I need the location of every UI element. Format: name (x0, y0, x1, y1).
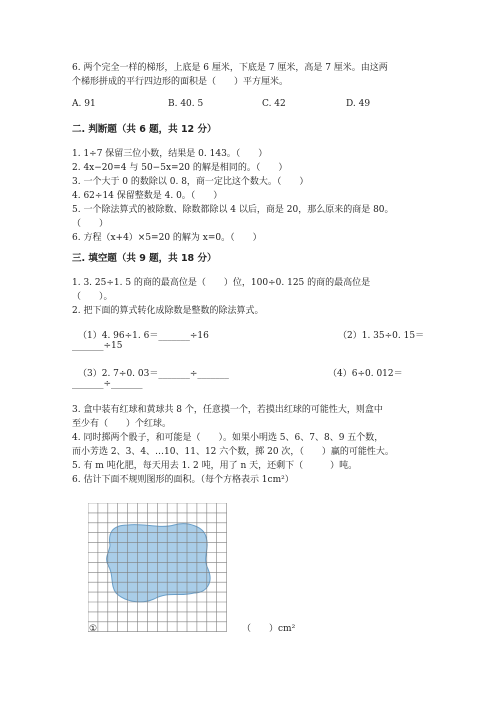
calc-2-cont: _______÷15 (72, 341, 123, 351)
option-c: C. 42 (262, 99, 286, 109)
q6-line-1: 6. 两个完全一样的梯形，上底是 6 厘米，下底是 7 厘米，高是 7 厘米。由这两 (72, 63, 388, 73)
fill-q4-line-2: 而小芳选 2、3、4、…10、11、12 六个数，掷 20 次，（ ）赢的可能性大。 (72, 447, 394, 457)
calc-1: （1）4. 96÷1. 6＝_______÷16 (78, 331, 209, 341)
figure-marker: ① (89, 624, 98, 634)
tf-item-4: 4. 62÷14 保留整数是 4. 0。（ ） (72, 191, 223, 201)
fill-q3-line-1: 3. 盒中装有红球和黄球共 8 个，任意摸一个，若摸出红球的可能性大，则盒中 (72, 405, 383, 415)
option-b: B. 40. 5 (168, 99, 204, 109)
option-a: A. 91 (72, 99, 96, 109)
fill-q4-line-1: 4. 同时掷两个骰子，和可能是（ ）。如果小明选 5、6、7、8、9 五个数， (72, 433, 384, 443)
fill-q6: 6. 估计下面不规则图形的面积。（每个方格表示 1cm²） (72, 475, 294, 485)
tf-item-5: 5. 一个除法算式的被除数、除数都除以 4 以后，商是 20，那么原来的商是 80。 (72, 205, 394, 215)
option-d: D. 49 (346, 99, 371, 109)
q6-line-2: 个梯形拼成的平行四边形的面积是（ ）平方厘米。 (72, 77, 289, 87)
tf-item-2: 2. 4x−20=4 与 50−5x=20 的解是相同的。（ ） (72, 163, 288, 173)
fill-q3-line-2: 至少有（ ）个红球。 (72, 419, 172, 429)
calc-3: （3）2. 7÷0. 03＝_______÷_______ (78, 369, 229, 379)
fill-q5: 5. 有 m 吨化肥，每天用去 1. 2 吨，用了 n 天，还剩下（ ）吨。 (72, 461, 358, 471)
section-2-title: 二. 判断题（共 6 题，共 12 分） (72, 124, 217, 135)
fill-q1-line-1: 1. 3. 25÷1. 5 的商的最高位是（ ）位，100÷0. 125 的商的最高位是 (72, 278, 371, 288)
calc-4-cont: _______÷_______ (72, 379, 143, 389)
irregular-shape (107, 524, 210, 602)
tf-item-6: 6. 方程（x+4）×5=20 的解为 x=0。（ ） (72, 233, 262, 243)
fill-q2: 2. 把下面的算式转化成除数是整数的除法算式。 (72, 306, 264, 316)
calc-2: （2）1. 35÷0. 15＝ (338, 331, 425, 341)
fill-q1-line-2: （ ）。 (72, 292, 113, 302)
figure-answer: （ ）cm² (242, 624, 296, 634)
area-estimation-grid (88, 503, 228, 637)
calc-4: （4）6÷0. 012＝ (328, 369, 403, 379)
section-3-title: 三. 填空题（共 9 题，共 18 分） (72, 253, 217, 264)
tf-item-5-cont: （ ） (72, 219, 109, 229)
tf-item-3: 3. 一个大于 0 的数除以 0. 8，商一定比这个数大。（ ） (72, 177, 309, 187)
tf-item-1: 1. 1÷7 保留三位小数，结果是 0. 143。（ ） (72, 149, 268, 159)
